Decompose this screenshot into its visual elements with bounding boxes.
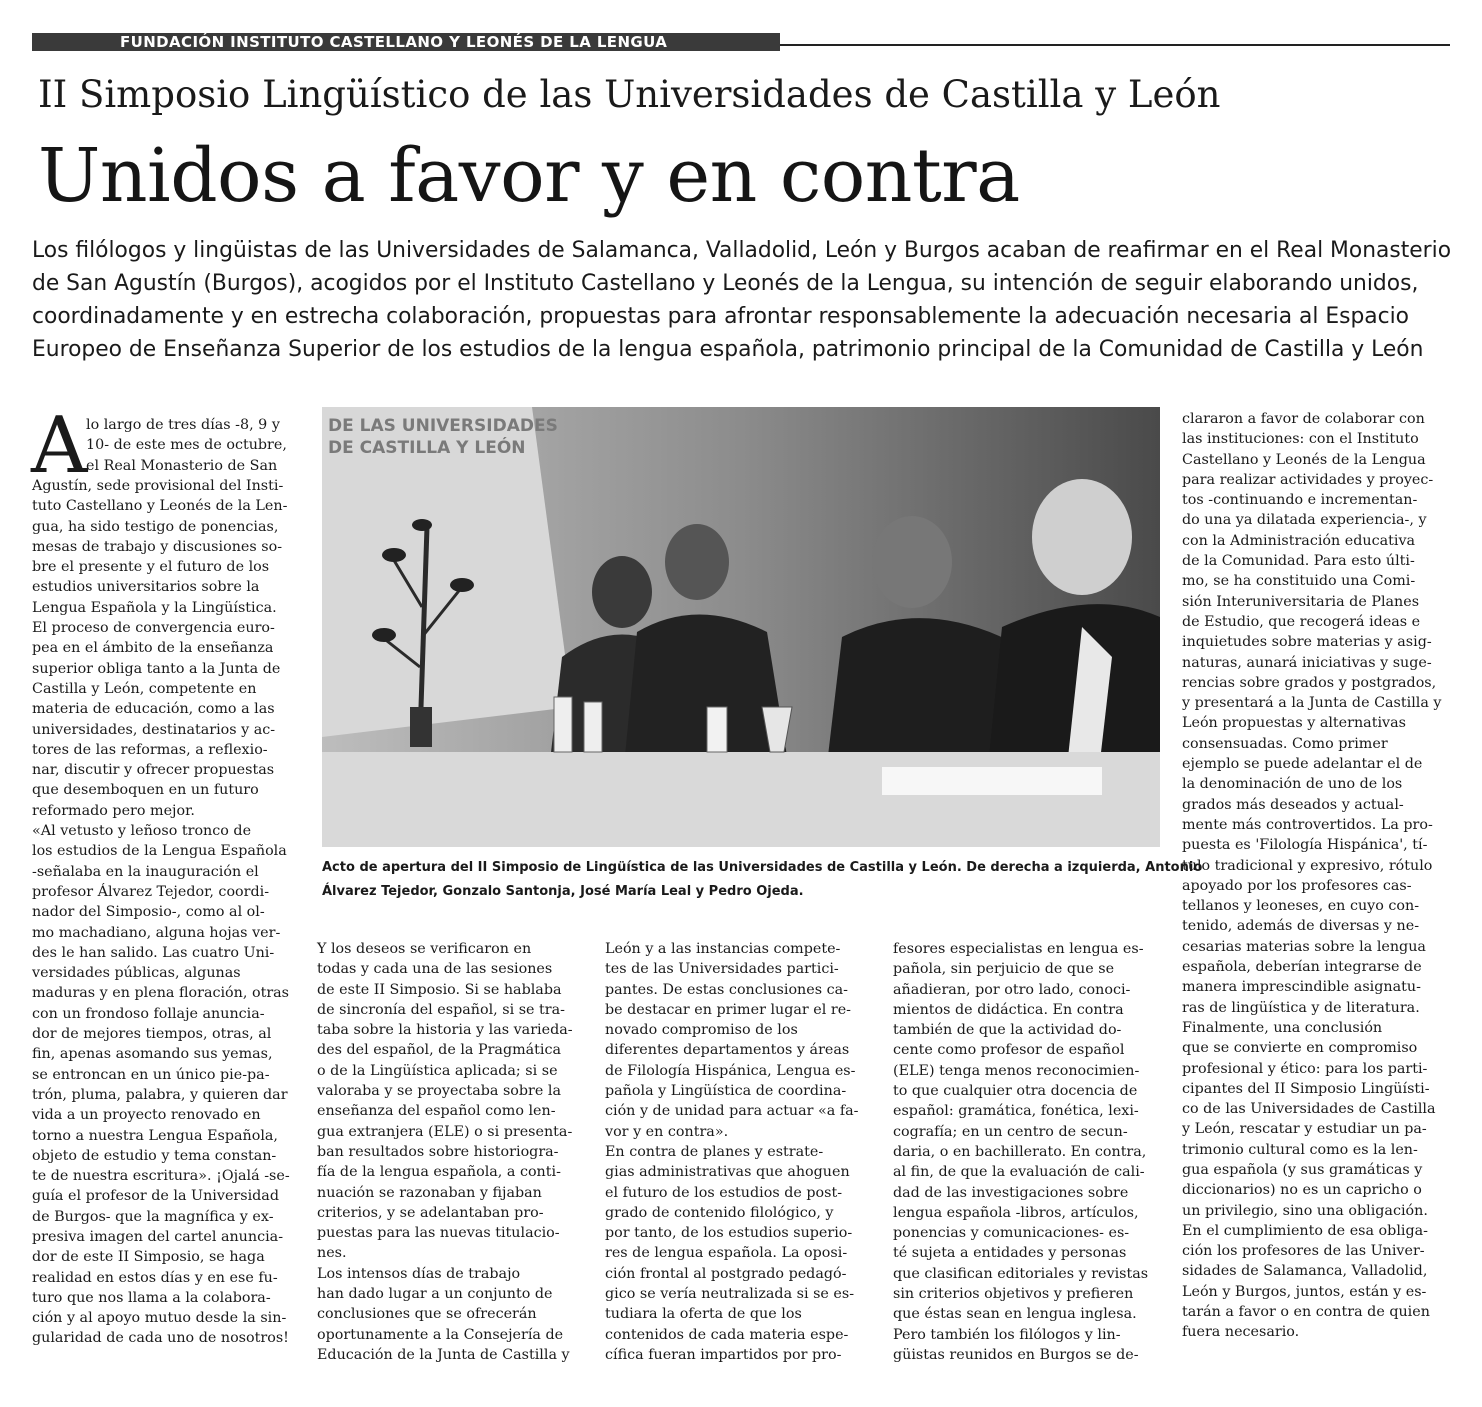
text-line: el Real Monasterio de San: [86, 457, 278, 474]
text-line: 10- de este mes de octubre,: [86, 437, 287, 454]
supertitle: II Simposio Lingüístico de las Universidades de Castilla y León: [38, 73, 1221, 116]
text-line: de Filología Hispánica, Lengua es-: [605, 1062, 856, 1079]
text-line: dor de este II Simposio, se haga: [32, 1249, 265, 1266]
text-line: guía el profesor de la Universidad: [32, 1188, 279, 1205]
drop-cap: A: [31, 401, 88, 491]
event-photo: [322, 407, 1160, 847]
text-line: ción y de unidad para actuar «a fa-: [605, 1103, 859, 1120]
text-line: fin, apenas asomando sus yemas,: [32, 1046, 273, 1063]
text-line: co de las Universidades de Castilla: [1182, 1101, 1436, 1118]
text-line: Finalmente, una conclusión: [1182, 1019, 1383, 1036]
text-line: ban resultados sobre historiogra-: [317, 1143, 559, 1160]
text-line: la denominación de uno de los: [1182, 776, 1403, 793]
text-line: y León, rescatar y estudiar un pa-: [1182, 1121, 1427, 1138]
column-1-top: [86, 415, 287, 476]
text-line: profesional y ético: para los parti-: [1182, 1060, 1428, 1077]
text-line: tulo tradicional y expresivo, rótulo: [1182, 857, 1433, 874]
text-line: para realizar actividades y proyec-: [1182, 471, 1434, 488]
text-line: pantes. De estas conclusiones ca-: [605, 981, 848, 998]
text-line: gua española (y sus gramáticas y: [1182, 1161, 1423, 1178]
text-line: cipantes del II Simposio Lingüísti-: [1182, 1080, 1430, 1097]
text-line: Y los deseos se verificaron en: [317, 941, 532, 957]
text-line: cente como profesor de español: [893, 1042, 1125, 1059]
text-line: tellanos y leoneses, en cuyo con-: [1182, 898, 1420, 915]
photo-caption: [322, 856, 1203, 904]
text-line: El proceso de convergencia euro-: [32, 620, 275, 637]
caption-line: Álvarez Tejedor, Gonzalo Santonja, José María Leal y Pedro Ojeda.: [322, 884, 804, 899]
text-line: diferentes departamentos y áreas: [605, 1042, 850, 1059]
text-line: grados más deseados y actual-: [1182, 796, 1404, 813]
text-line: cesarias materias sobre la lengua: [1182, 938, 1426, 955]
table-cloth: [322, 752, 1160, 847]
text-line: (ELE) tenga menos reconocimien-: [893, 1062, 1140, 1079]
text-line: güistas reunidos en Burgos se de-: [893, 1346, 1139, 1363]
text-line: be destacar en primer lugar el re-: [605, 1001, 851, 1018]
text-line: mente más controvertidos. La pro-: [1182, 816, 1433, 833]
text-line: mo machadiano, alguna hojas ver-: [32, 924, 281, 941]
banner-text-line-1: DE LAS UNIVERSIDADES: [328, 416, 558, 436]
text-line: pea en el ámbito de la enseñanza: [32, 640, 274, 657]
text-line: tenido, además de diversas y ne-: [1182, 918, 1420, 935]
column-2: [317, 939, 573, 1365]
column-4: [893, 939, 1148, 1365]
text-line: realidad en estos días y en ese fu-: [32, 1269, 278, 1286]
text-line: fuera necesario.: [1182, 1324, 1300, 1341]
text-line: nes.: [317, 1245, 347, 1262]
text-line: ponencias y comunicaciones- es-: [893, 1225, 1130, 1242]
text-line: Agustín, sede provisional del Insti-: [32, 478, 284, 494]
lead-line: Europeo de Enseñanza Superior de los estudios de la lengua española, patrimonio principal de la Comunidad de Castilla y León: [32, 337, 1424, 362]
text-line: tudiara la oferta de que los: [605, 1306, 802, 1323]
text-line: León y a las instancias compete-: [605, 941, 841, 957]
text-line: Los intensos días de trabajo: [317, 1265, 521, 1282]
photo-illustration: [322, 407, 1160, 847]
text-line: gico se vería neutralizada si se es-: [605, 1286, 855, 1303]
text-line: En contra de planes y estrate-: [605, 1143, 824, 1160]
text-line: tarán a favor o en contra de quien: [1182, 1304, 1430, 1321]
text-line: Castellano y Leonés de la Lengua: [1182, 451, 1426, 468]
text-line: también de que la actividad do-: [893, 1022, 1122, 1039]
text-line: de este II Simposio. Si se hablaba: [317, 981, 562, 998]
lead-paragraph: [32, 234, 1452, 366]
text-line: sión Interuniversitaria de Planes: [1182, 593, 1420, 610]
text-line: sidades de Salamanca, Valladolid,: [1182, 1263, 1428, 1280]
text-line: clararon a favor de colaborar con: [1182, 411, 1425, 427]
text-line: res de lengua española. La oposi-: [605, 1245, 848, 1262]
text-line: por tanto, de los estudios superio-: [605, 1225, 853, 1242]
text-line: estudios universitarios sobre la: [32, 579, 260, 596]
text-line: tos -continuando e incrementan-: [1182, 492, 1418, 509]
text-line: valoraba y se proyectaba sobre la: [317, 1083, 561, 1100]
text-line: versidades públicas, algunas: [32, 965, 241, 982]
text-line: apoyado por los profesores cas-: [1182, 877, 1412, 894]
banner-text-line-2: DE CASTILLA Y LEÓN: [328, 438, 526, 458]
text-line: ción los profesores de las Univer-: [1182, 1243, 1425, 1260]
text-line: puesta es 'Filología Hispánica', tí-: [1182, 837, 1428, 854]
text-line: té sujeta a entidades y personas: [893, 1245, 1127, 1262]
lead-line: de San Agustín (Burgos), acogidos por el Instituto Castellano y Leonés de la Lengua, su intención de seguir elaborando unidos,: [32, 271, 1419, 296]
text-line: daria, o en bachillerato. En contra,: [893, 1143, 1147, 1160]
papers: [882, 767, 1102, 795]
text-line: inquietudes sobre materias y asig-: [1182, 634, 1432, 651]
text-line: los estudios de la Lengua Española: [32, 843, 287, 860]
text-line: -señalaba en la inauguración el: [32, 863, 259, 880]
text-line: tes de las Universidades partici-: [605, 961, 839, 978]
text-line: novado compromiso de los: [605, 1022, 798, 1039]
text-line: vida a un proyecto renovado en: [32, 1107, 261, 1124]
text-line: mo, se ha constituido una Comi-: [1182, 573, 1416, 590]
column-3: [605, 939, 859, 1365]
text-line: de Estudio, que recogerá ideas e: [1182, 613, 1421, 630]
text-line: dor de mejores tiempos, otras, al: [32, 1026, 272, 1043]
text-line: ejemplo se puede adelantar el de: [1182, 756, 1423, 773]
text-line: turo que nos llama a la colabora-: [32, 1289, 271, 1306]
text-line: nador del Simposio-, como al ol-: [32, 904, 265, 921]
text-line: En el cumplimiento de esa obliga-: [1182, 1222, 1428, 1239]
lead-line: coordinadamente y en estrecha colaboración, propuestas para afrontar responsablemente la adecuación necesaria al Espacio: [32, 304, 1410, 329]
header-rule: [780, 44, 1450, 46]
text-line: de Burgos- que la magnífica y ex-: [32, 1208, 274, 1225]
text-line: español: gramática, fonética, lexi-: [893, 1103, 1139, 1120]
text-line: fía de la lengua española, a conti-: [317, 1164, 561, 1181]
text-line: mientos de didáctica. En contra: [893, 1001, 1124, 1018]
text-line: de la Comunidad. Para esto últi-: [1182, 553, 1415, 570]
text-line: enseñanza del español como len-: [317, 1103, 556, 1120]
text-line: Educación de la Junta de Castilla y: [317, 1346, 570, 1363]
text-line: conclusiones que se ofrecerán: [317, 1306, 537, 1323]
lead-line: Los filólogos y lingüistas de las Universidades de Salamanca, Valladolid, León y Burgos acaban de reafirmar en el Real Monasterio: [32, 238, 1452, 263]
text-line: ción frontal al postgrado pedagó-: [605, 1265, 847, 1282]
section-label: FUNDACIÓN INSTITUTO CASTELLANO Y LEONÉS DE LA LENGUA: [120, 33, 668, 51]
text-line: con un frondoso follaje anuncia-: [32, 1005, 265, 1022]
text-line: sin criterios objetivos y prefieren: [893, 1286, 1134, 1303]
text-line: han dado lugar a un conjunto de: [317, 1286, 553, 1303]
text-line: pañola y Lingüística de coordina-: [605, 1083, 847, 1100]
text-line: dad de las investigaciones sobre: [893, 1184, 1129, 1201]
text-line: pañola, sin perjuicio de que se: [893, 961, 1115, 978]
text-line: Pero también los filólogos y lin-: [893, 1326, 1121, 1343]
text-line: española, deberían integrarse de: [1182, 959, 1422, 976]
text-line: naturas, aunará iniciativas y suge-: [1182, 654, 1432, 671]
text-line: el futuro de los estudios de post-: [605, 1184, 843, 1201]
text-line: tuto Castellano y Leonés de la Len-: [32, 498, 288, 515]
text-line: do una ya dilatada experiencia-, y: [1182, 512, 1427, 529]
caption-line: Acto de apertura del II Simposio de Lingüística de las Universidades de Castilla y León. De derecha a izquierda, Antonio: [322, 860, 1203, 875]
text-line: grado de contenido filológico, y: [605, 1204, 834, 1221]
text-line: trimonio cultural como es la len-: [1182, 1141, 1418, 1158]
text-line: gua, ha sido testigo de ponencias,: [32, 518, 279, 535]
text-line: to que cualquier otra docencia de: [893, 1083, 1138, 1100]
text-line: que se convierte en compromiso: [1182, 1040, 1418, 1057]
text-line: reformado pero mejor.: [32, 802, 195, 819]
text-line: taba sobre la historia y las varieda-: [317, 1022, 573, 1039]
text-line: Lengua Española y la Lingüística.: [32, 599, 277, 616]
text-line: «Al vetusto y leñoso tronco de: [32, 823, 252, 840]
column-1: [32, 476, 290, 1349]
text-line: manera imprescindible asignatu-: [1182, 979, 1421, 996]
text-line: contenidos de cada materia espe-: [605, 1326, 849, 1343]
text-line: lengua española -libros, artículos,: [893, 1204, 1139, 1221]
text-line: que clasifican editoriales y revistas: [893, 1265, 1149, 1282]
text-line: nuación se razonaban y fijaban: [317, 1184, 542, 1201]
text-line: mesas de trabajo y discusiones so-: [32, 538, 283, 555]
text-line: todas y cada una de las sesiones: [317, 961, 553, 978]
text-line: universidades, destinatarios y ac-: [32, 721, 276, 738]
text-line: torno a nuestra Lengua Española,: [32, 1127, 278, 1144]
text-line: Castilla y León, competente en: [32, 680, 257, 697]
text-line: fesores especialistas en lengua es-: [893, 941, 1144, 957]
text-line: bre el presente y el futuro de los: [32, 559, 270, 576]
text-line: gias administrativas que ahoguen: [605, 1164, 850, 1181]
text-line: vor y en contra».: [605, 1123, 729, 1140]
text-line: un privilegio, sino una obligación.: [1182, 1202, 1428, 1219]
text-line: de sincronía del español, si se tra-: [317, 1001, 565, 1018]
text-line: con la Administración educativa: [1182, 532, 1416, 549]
text-line: León propuestas y alternativas: [1182, 715, 1406, 732]
text-line: lo largo de tres días -8, 9 y: [86, 417, 280, 433]
text-line: profesor Álvarez Tejedor, coordi-: [32, 883, 270, 900]
text-line: presiva imagen del cartel anuncia-: [32, 1228, 284, 1245]
text-line: ción y al apoyo mutuo desde la sin-: [32, 1310, 287, 1327]
text-line: ras de lingüística y de literatura.: [1182, 999, 1420, 1016]
text-line: o de la Lingüística aplicada; si se: [317, 1062, 558, 1079]
text-line: criterios, y se adelantaban pro-: [317, 1204, 544, 1221]
text-line: y presentará a la Junta de Castilla y: [1182, 695, 1442, 712]
text-line: tores de las reformas, a reflexio-: [32, 741, 268, 758]
text-line: te de nuestra escritura». ¡Ojalá -se-: [32, 1168, 290, 1185]
text-line: León y Burgos, juntos, están y es-: [1182, 1283, 1427, 1300]
text-line: gua extranjera (ELE) o si presenta-: [317, 1123, 573, 1140]
text-line: al fin, de que la evaluación de cali-: [893, 1164, 1145, 1181]
text-line: trón, pluma, palabra, y quieren dar: [32, 1086, 288, 1103]
text-line: des del español, de la Pragmática: [317, 1042, 562, 1059]
text-line: nar, discutir y ofrecer propuestas: [32, 762, 275, 779]
text-line: cografía; en un centro de secun-: [893, 1123, 1128, 1140]
text-line: las instituciones: con el Instituto: [1182, 431, 1419, 448]
text-line: oportunamente a la Consejería de: [317, 1326, 564, 1343]
column-5: [1182, 409, 1441, 1343]
text-line: superior obliga tanto a la Junta de: [32, 660, 281, 677]
text-line: cífica fueran impartidos por pro-: [605, 1346, 842, 1363]
headline: Unidos a favor y en contra: [38, 133, 1020, 219]
text-line: gularidad de cada uno de nosotros!: [32, 1330, 289, 1347]
text-line: puestas para las nuevas titulacio-: [317, 1225, 560, 1242]
text-line: añadieran, por otro lado, conoci-: [893, 981, 1131, 998]
text-line: que éstas sean en lengua inglesa.: [893, 1306, 1137, 1323]
text-line: se entroncan en un único pie-pa-: [32, 1066, 270, 1083]
text-line: objeto de estudio y tema constan-: [32, 1147, 277, 1164]
text-line: diccionarios) no es un capricho o: [1182, 1182, 1422, 1199]
text-line: materia de educación, como a las: [32, 701, 275, 718]
text-line: consensuadas. Como primer: [1182, 735, 1388, 752]
text-line: des le han salido. Las cuatro Uni-: [32, 944, 275, 961]
text-line: maduras y en plena floración, otras: [32, 985, 290, 1002]
text-line: rencias sobre grados y postgrados,: [1182, 674, 1437, 691]
text-line: que desemboquen en un futuro: [32, 782, 259, 799]
